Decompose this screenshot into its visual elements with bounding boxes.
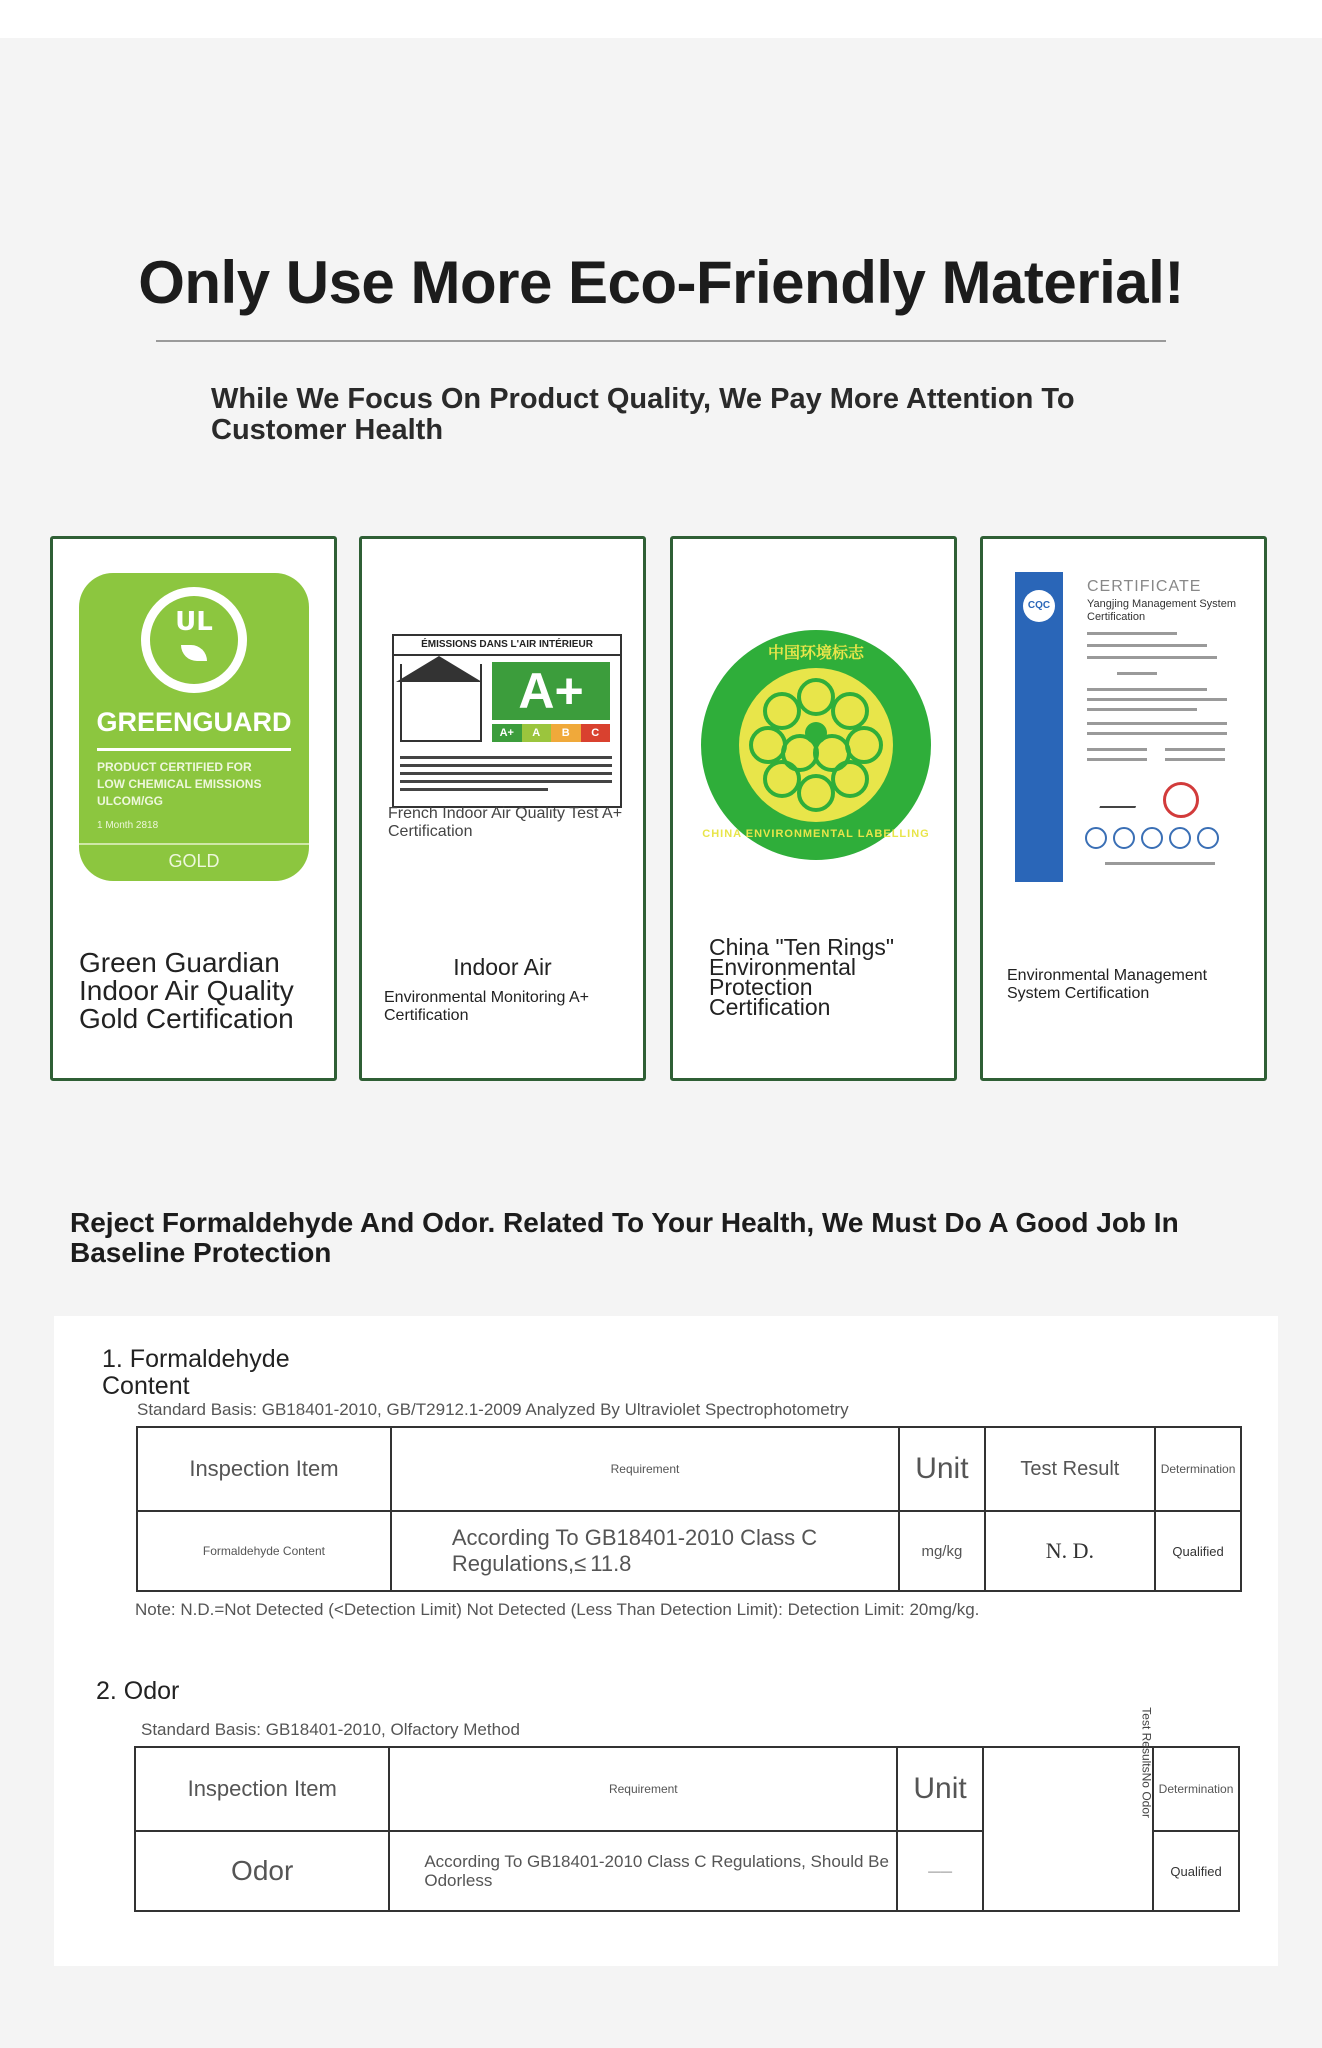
certification-caption: Green Guardian Indoor Air Quality Gold Certification: [79, 947, 294, 1034]
page-headline: Only Use More Eco-Friendly Material!: [138, 249, 1184, 316]
greenguard-logo: [79, 573, 309, 881]
certification-caption: China "Ten Rings" Environmental Protection Certification: [709, 934, 895, 1020]
formaldehyde-standard-basis: Standard Basis: GB18401-2010, GB/T2912.1-2009 Analyzed By Ultraviolet Spectrophotometry: [137, 1400, 849, 1419]
formaldehyde-table: [136, 1426, 1242, 1592]
table-header-row: [137, 1427, 1241, 1511]
certification-card-indoor-air: [359, 536, 646, 1081]
top-strip: [0, 0, 1322, 38]
formaldehyde-title: 1. Formaldehyde Content: [102, 1345, 290, 1400]
header-test-results: Test Results: [1140, 1707, 1155, 1773]
greenguard-fine-print: PRODUCT CERTIFIED FOR LOW CHEMICAL EMISSIONS ULCOM/GG: [97, 760, 262, 808]
greenguard-brand: GREENGUARD: [96, 707, 292, 737]
red-seal-stamp: [1163, 782, 1199, 818]
header-determination: Determination: [1153, 1747, 1239, 1831]
header-unit: Unit: [899, 1427, 985, 1511]
ten-rings-logo: 中国环境标志 CHINA ENVIRONMENTAL LABELLING: [701, 630, 931, 860]
cell-requirement: According To GB18401-2010 Class C Regulations, Should Be Odorless: [389, 1831, 897, 1911]
detection-note: Note: N.D.=Not Detected (<Detection Limit) Not Detected (Less Than Detection Limit): Detection Limit: 20mg/kg.: [135, 1600, 980, 1619]
cell-determination: Qualified: [1153, 1831, 1239, 1911]
certification-card-ten-rings: [670, 536, 957, 1081]
certificate-document-image: CQC CERTIFICATE Yangjing Management System Certification: [1015, 572, 1237, 882]
cell-item: Formaldehyde Content: [137, 1511, 391, 1591]
test-results-column: [983, 1707, 1155, 1911]
indoor-air-a-plus-logo: ÉMISSIONS DANS L'AIR INTÉRIEUR A+ A+ A B C: [392, 634, 622, 808]
certification-caption: Environmental Management System Certification: [1007, 967, 1208, 1002]
header-requirement: Requirement: [391, 1427, 899, 1511]
a-plus-grade: A+: [492, 662, 610, 720]
accreditation-badges: [1085, 827, 1219, 849]
cell-unit: mg/kg: [899, 1511, 985, 1591]
sun-icon: [805, 722, 827, 744]
header-test-result: Test Result: [985, 1427, 1155, 1511]
cell-unit: ——: [897, 1831, 983, 1911]
header-unit: Unit: [897, 1747, 983, 1831]
greenguard-date: 1 Month 2818: [97, 820, 159, 831]
section-heading-formaldehyde-odor: Reject Formaldehyde And Odor. Related To Your Health, We Must Do A Good Job In Baseline Protection: [70, 1207, 1179, 1268]
ul-monogram: UL: [175, 607, 213, 637]
cell-determination: Qualified: [1155, 1511, 1241, 1591]
grade-scale: A+ A B C: [492, 724, 610, 742]
header-requirement: Requirement: [389, 1747, 897, 1831]
cell-requirement: According To GB18401-2010 Class C Regulations,≤ 11.8: [391, 1511, 899, 1591]
certification-caption-title: Indoor Air: [453, 954, 552, 980]
odor-title: 2. Odor: [96, 1677, 180, 1705]
table-row: [137, 1511, 1241, 1591]
cell-result: No Odor: [1140, 1772, 1155, 1818]
greenguard-tier: GOLD: [79, 843, 309, 872]
ul-leaf-icon: [141, 587, 247, 693]
logo-caption: French Indoor Air Quality Test A+ Certification: [388, 805, 623, 840]
signature-mark: [1099, 788, 1142, 808]
test-report-panel: [54, 1316, 1278, 1966]
header-inspection-item: Inspection Item: [135, 1747, 389, 1831]
header-determination: Determination: [1155, 1427, 1241, 1511]
cell-result: N. D.: [985, 1511, 1155, 1591]
cell-item: Odor: [135, 1831, 389, 1911]
certification-card-greenguard: [50, 536, 337, 1081]
page-subheadline: While We Focus On Product Quality, We Pay More Attention To Customer Health: [211, 383, 1075, 446]
certification-card-ems: [980, 536, 1267, 1081]
cqc-emblem-icon: CQC: [1023, 590, 1055, 622]
certification-caption: Environmental Monitoring A+ Certification: [384, 989, 589, 1024]
headline-divider: [156, 340, 1166, 342]
odor-standard-basis: Standard Basis: GB18401-2010, Olfactory Method: [141, 1720, 520, 1739]
table-header-row: [135, 1747, 1239, 1831]
header-inspection-item: Inspection Item: [137, 1427, 391, 1511]
